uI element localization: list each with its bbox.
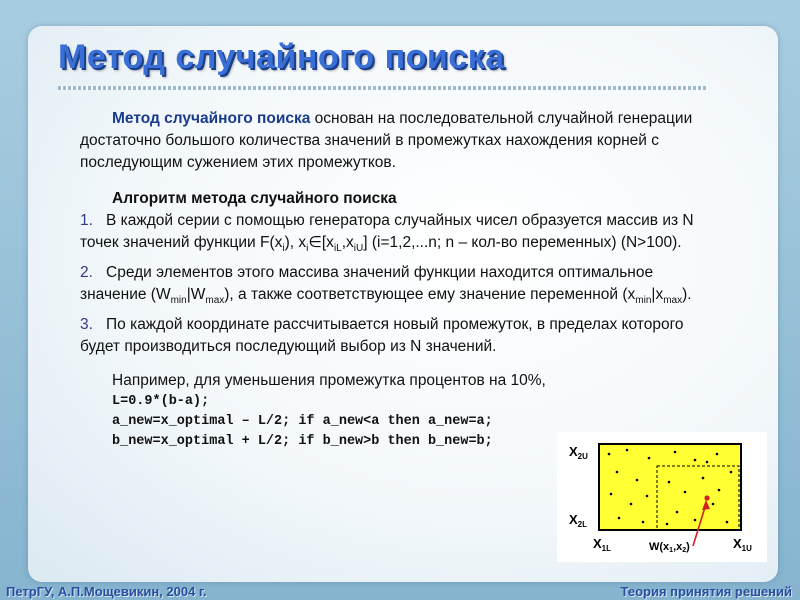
step-text: ), а также соответствующее ему значение переменной (x bbox=[224, 286, 636, 304]
footer-author: ПетрГУ, А.П.Мощевикин, 2004 г. bbox=[6, 584, 207, 599]
label-x2u: $X_{2U}$ bbox=[569, 444, 588, 461]
code-line: b_new=x_optimal + L/2; if b_new>b then b_new=b; bbox=[112, 434, 493, 450]
subscript: iL bbox=[333, 243, 342, 255]
step-text: В каждой серии с помощью генератора случайных чисел образуется массив из N точек значений функции F(x bbox=[80, 212, 694, 251]
step-text: ,x bbox=[341, 234, 354, 251]
step-3 bbox=[80, 314, 720, 358]
label-x1u: $X_{1U}$ bbox=[733, 536, 752, 553]
footer-course: Теория принятия решений bbox=[620, 584, 792, 599]
step-text: ), x bbox=[284, 234, 307, 251]
algorithm-heading: Алгоритм метода случайного поиска bbox=[112, 190, 397, 207]
code-line: a_new=x_optimal – L/2; if a_new<a then a_new=a; bbox=[112, 414, 493, 430]
example-text: Например, для уменьшения промежутка процентов на 10%, bbox=[112, 372, 546, 390]
slide-body bbox=[80, 108, 720, 452]
step-text: По каждой координате рассчитывается новый промежуток, в пределах которого будет производиться последующий выбор из N значений. bbox=[80, 316, 684, 356]
subscript: min bbox=[170, 295, 187, 307]
step-text: ). bbox=[682, 286, 692, 304]
label-x1l: $X_{1L}$ bbox=[593, 536, 612, 553]
optimum-point bbox=[704, 495, 709, 500]
search-region bbox=[599, 444, 741, 530]
subscript: iU bbox=[353, 243, 364, 255]
title-underline bbox=[58, 86, 708, 90]
step-number: 3. bbox=[80, 316, 93, 334]
diagram-svg bbox=[557, 432, 767, 562]
step-1 bbox=[80, 210, 720, 260]
subscript: i bbox=[282, 243, 285, 255]
subscript: min bbox=[635, 295, 652, 307]
step-2 bbox=[80, 262, 720, 312]
search-area-diagram bbox=[557, 432, 767, 562]
subscript: max bbox=[663, 295, 683, 307]
step-text: ∈[x bbox=[308, 234, 334, 251]
label-x2l: $X_{2L}$ bbox=[569, 512, 588, 529]
label-w: W(x1,x2) bbox=[649, 541, 690, 554]
step-text: |x bbox=[651, 286, 664, 304]
step-number: 1. bbox=[80, 212, 93, 229]
step-text: ] (i=1,2,...n; n – кол-во переменных) (N>100). bbox=[363, 234, 682, 251]
intro-paragraph bbox=[80, 108, 720, 174]
intro-highlight: Метод случайного поиска bbox=[112, 110, 311, 127]
slide-title: Метод случайного поиска bbox=[58, 38, 505, 76]
subscript: i bbox=[306, 243, 309, 255]
step-text: |W bbox=[186, 286, 206, 304]
intro-text: основан на последовательной случайной генерации достаточно большого количества значений в промежутках нахождения корней с последующим сужением этих промежутков. bbox=[80, 110, 693, 171]
subscript: max bbox=[205, 295, 225, 307]
code-line: L=0.9*(b-a); bbox=[112, 394, 210, 410]
step-text: Среди элементов этого массива значений функции находится оптимальное значение (W bbox=[80, 264, 654, 304]
step-number: 2. bbox=[80, 264, 93, 282]
